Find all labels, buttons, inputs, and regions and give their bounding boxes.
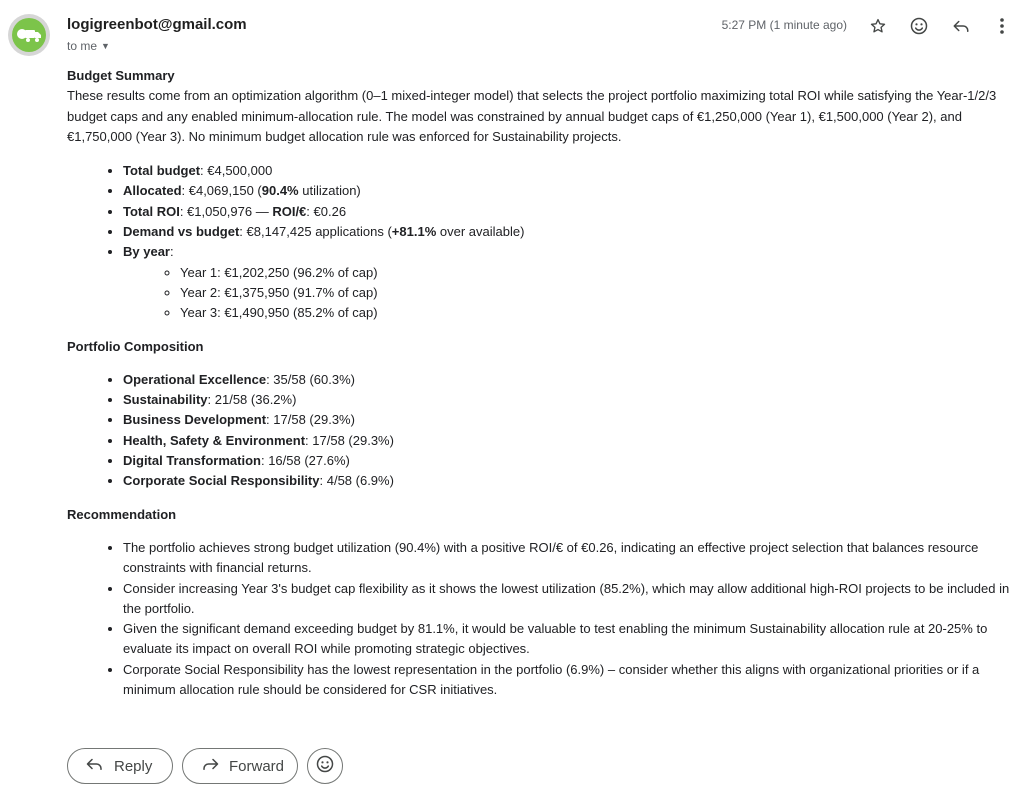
list-item: • Allocated: €4,069,150 (90.4% utilization) (123, 181, 1012, 201)
by-year-list (123, 263, 1012, 324)
budget-summary-list (67, 161, 1012, 323)
list-item: • Corporate Social Responsibility has the lowest representation in the portfolio (6.9%) – consider whether this aligns with organizational priorities or if a minimum allocation rule should be considered for CSR initiatives. (123, 660, 1012, 701)
list-item: • Total ROI: €1,050,976 — ROI/€: €0.26 (123, 202, 1012, 222)
more-vert-icon[interactable] (988, 12, 1016, 40)
list-item: • Demand vs budget: €8,147,425 applications (+81.1% over available) (123, 222, 1012, 242)
list-item: • Consider increasing Year 3's budget cap flexibility as it shows the lowest utilization (85.2%), which may allow additional high-ROI projects to be included in the portfolio. (123, 579, 1012, 620)
list-item: • Sustainability: 21/58 (36.2%) (123, 390, 1012, 410)
forward-label: Forward (229, 757, 285, 775)
chevron-down-icon[interactable]: ▼ (101, 41, 110, 51)
action-buttons (67, 748, 343, 784)
sender-email[interactable]: logigreenbot@gmail.com (67, 16, 247, 33)
reply-icon (86, 756, 104, 776)
list-item: • Digital Transformation: 16/58 (27.6%) (123, 451, 1012, 471)
portfolio-list (67, 370, 1012, 492)
timestamp: 5:27 PM (1 minute ago) (721, 18, 847, 32)
list-item: ◦ Year 1: €1,202,250 (96.2% of cap) (180, 263, 1012, 283)
budget-summary-intro: These results come from an optimization algorithm (0–1 mixed-integer model) that selects the project portfolio maximizing total ROI while satisfying the Year-1/2/3 budget caps and any enabled minimum-allocation rule. The model was constrained by annual budget caps of €1,250,000 (Year 1), €1,500,000 (Year 2), and €1,750,000 (Year 3). No minimum budget allocation rule was enforced for Sustainability projects. (67, 88, 997, 144)
email-body (67, 66, 1012, 700)
recipient-details[interactable] (67, 39, 110, 53)
list-item: • Corporate Social Responsibility: 4/58 (6.9%) (123, 471, 1012, 491)
emoji-icon (315, 754, 335, 779)
recommendation-title: Recommendation (67, 506, 177, 522)
truck-logo-icon (12, 18, 46, 52)
recipient-label: to me (67, 39, 98, 53)
emoji-icon[interactable] (905, 12, 933, 40)
reply-icon[interactable] (947, 12, 975, 40)
budget-summary-title: Budget Summary (67, 68, 175, 83)
list-item: • Health, Safety & Environment: 17/58 (29.3%) (123, 431, 1012, 451)
forward-icon (201, 756, 219, 776)
list-item: ◦ Year 3: €1,490,950 (85.2% of cap) (180, 303, 1012, 323)
list-item: • Given the significant demand exceeding budget by 81.1%, it would be valuable to test enabling the minimum Sustainability allocation rule at 20-25% to evaluate its impact on overall ROI while promoting strategic objectives. (123, 619, 1012, 660)
star-icon[interactable] (864, 12, 892, 40)
list-item: • By year: ◦ Year 1: €1,202,250 (96.2% of cap) ◦ Year 2: €1,375,950 (91.7% of cap) ◦ Year 3: €1,490,950 (85.2% of cap) (123, 242, 1012, 323)
list-item: • The portfolio achieves strong budget utilization (90.4%) with a positive ROI/€ of €0.26, indicating an effective project selection that balances resource constraints with financial returns. (123, 538, 1012, 579)
reply-label: Reply (114, 757, 153, 775)
list-item: ◦ Year 2: €1,375,950 (91.7% of cap) (180, 283, 1012, 303)
emoji-reaction-button[interactable] (307, 748, 343, 784)
reply-button[interactable] (67, 748, 173, 784)
avatar[interactable] (8, 14, 50, 56)
forward-button[interactable] (182, 748, 298, 784)
list-item: • Business Development: 17/58 (29.3%) (123, 410, 1012, 430)
recommendation-list (67, 538, 1012, 700)
list-item: • Total budget: €4,500,000 (123, 161, 1012, 181)
portfolio-title: Portfolio Composition (67, 338, 204, 354)
list-item: • Operational Excellence: 35/58 (60.3%) (123, 370, 1012, 390)
